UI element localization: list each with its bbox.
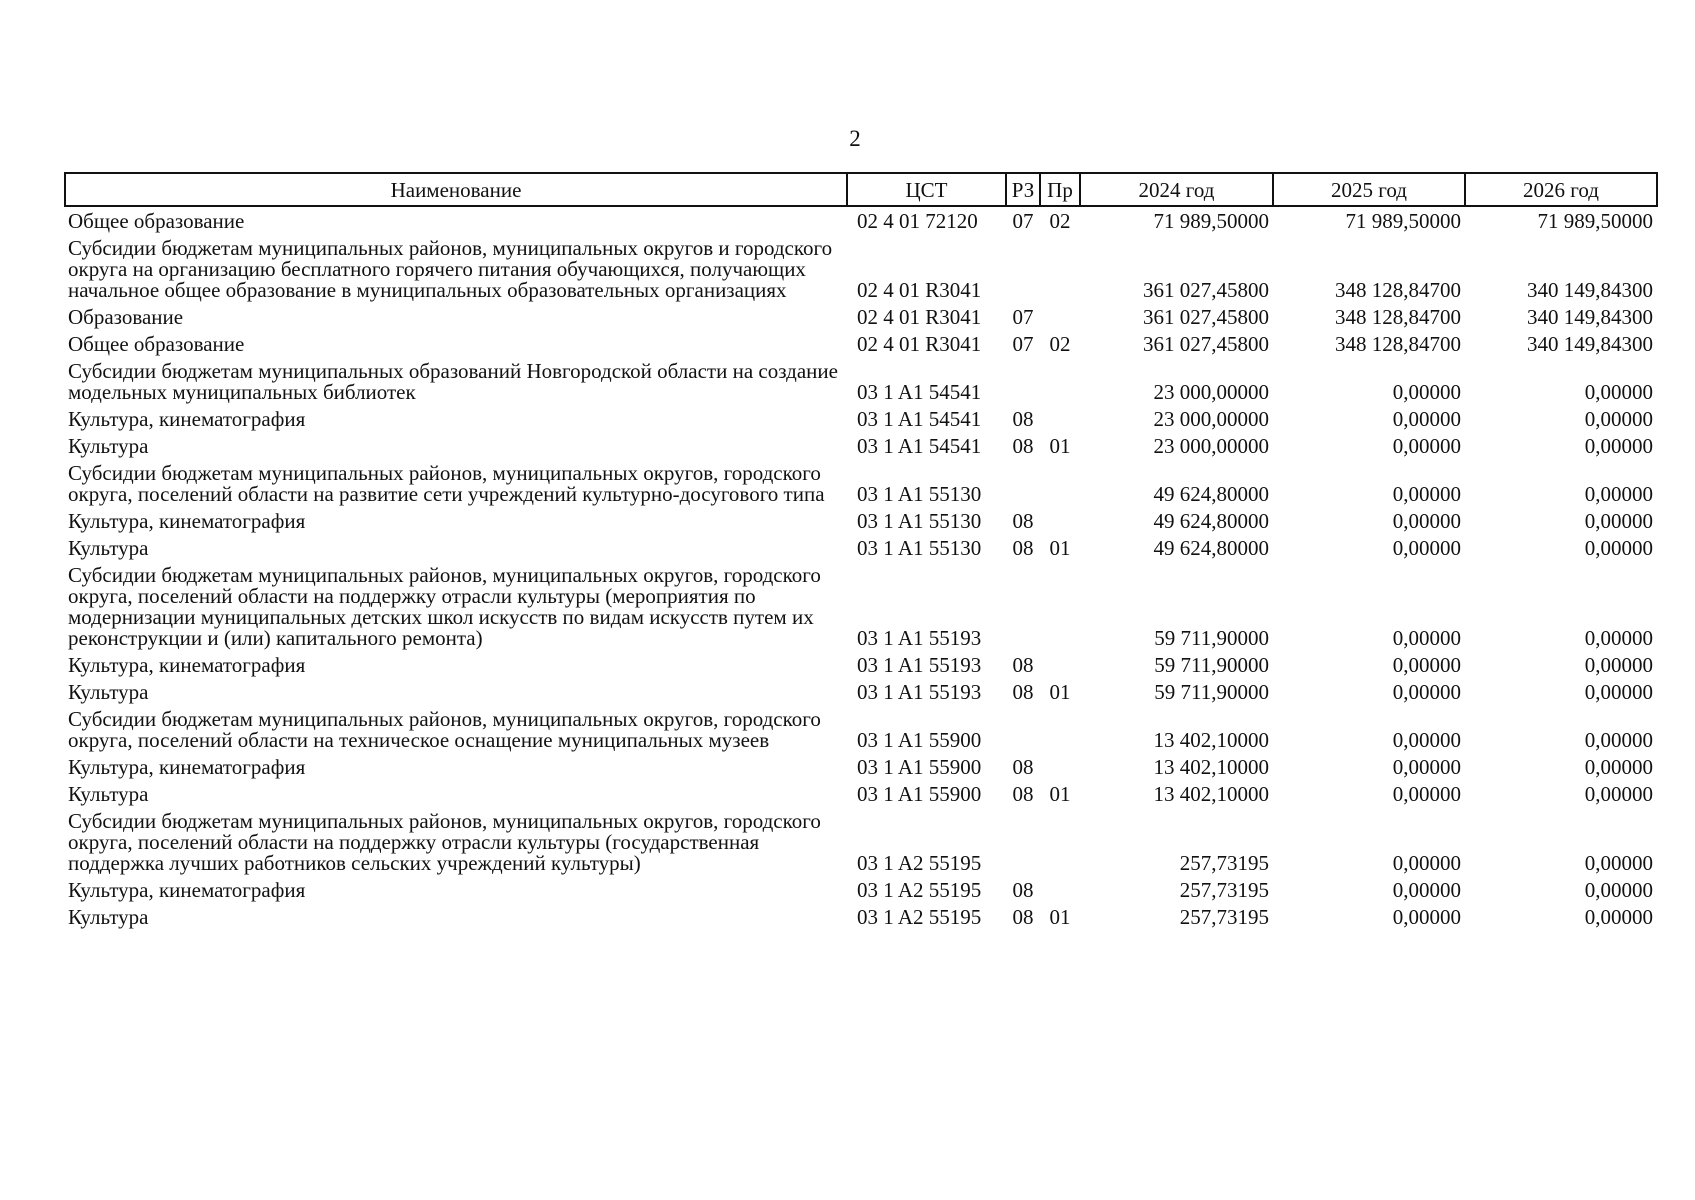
cell-2025: 0,00000: [1392, 536, 1461, 560]
cell-rz: [1006, 810, 1040, 879]
cell-2025: 0,00000: [1392, 434, 1461, 458]
cell-2025: 0,00000: [1392, 680, 1461, 704]
cell-2025: 0,00000: [1392, 653, 1461, 677]
cell-2025: 0,00000: [1392, 782, 1461, 806]
cell-cst: 03 1 A1 55130: [857, 536, 982, 560]
cell-2025: 0,00000: [1392, 407, 1461, 431]
cell-cst: 03 1 A2 55195: [857, 851, 982, 875]
cell-rz: [1006, 564, 1040, 654]
cell-rz: 08: [1012, 905, 1034, 929]
table-row: [65, 306, 1657, 333]
cell-pr: [1040, 708, 1080, 756]
cell-cst: 03 1 A2 55195: [857, 905, 982, 929]
cell-2026: 0,00000: [1584, 878, 1653, 902]
table-row: [65, 708, 1657, 756]
cell-2024: 59 711,90000: [1154, 626, 1269, 650]
cell-pr: [1040, 306, 1080, 333]
cell-2026: 340 149,84300: [1527, 278, 1653, 302]
cell-name: Культура: [68, 536, 149, 560]
cell-2025: 0,00000: [1392, 755, 1461, 779]
cell-2024: 361 027,45800: [1143, 278, 1269, 302]
cell-cst: 03 1 A1 55193: [857, 626, 982, 650]
cell-rz: 07: [1012, 332, 1034, 356]
table-row: [65, 810, 1657, 879]
table-row: [65, 564, 1657, 654]
cell-pr: [1040, 462, 1080, 510]
cell-2024: 59 711,90000: [1154, 680, 1269, 704]
cell-2024: 49 624,80000: [1153, 509, 1269, 533]
cell-name: Субсидии бюджетам муниципальных образований Новгородской области на создание модельных муниципальных библиотек: [68, 359, 838, 404]
cell-pr: [1040, 360, 1080, 408]
page-number: 2: [849, 126, 861, 151]
cell-2025: 0,00000: [1392, 380, 1461, 404]
cell-rz: [1006, 708, 1040, 756]
cell-pr: 01: [1049, 782, 1071, 806]
cell-cst: 02 4 01 R3041: [857, 305, 982, 329]
header-pr: Пр: [1040, 173, 1080, 206]
cell-2025: 71 989,50000: [1345, 209, 1461, 233]
cell-pr: 01: [1049, 680, 1071, 704]
cell-rz: 08: [1012, 755, 1034, 779]
table-row: [65, 206, 1657, 237]
cell-rz: 08: [1012, 653, 1034, 677]
header-name: Наименование: [65, 173, 847, 206]
cell-cst: 03 1 A1 54541: [857, 407, 982, 431]
cell-pr: [1040, 879, 1080, 906]
cell-name: Образование: [68, 305, 184, 329]
table-row: [65, 756, 1657, 783]
cell-2026: 0,00000: [1584, 626, 1653, 650]
cell-2026: 0,00000: [1584, 905, 1653, 929]
cell-2025: 0,00000: [1392, 482, 1461, 506]
cell-rz: 08: [1012, 878, 1034, 902]
cell-name: Культура: [68, 680, 149, 704]
table-row: [65, 435, 1657, 462]
cell-2024: 13 402,10000: [1153, 728, 1269, 752]
cell-name: Культура: [68, 434, 149, 458]
cell-cst: 03 1 A1 54541: [857, 434, 982, 458]
cell-rz: 08: [1012, 536, 1034, 560]
cell-cst: 02 4 01 R3041: [857, 278, 982, 302]
cell-2025: 348 128,84700: [1335, 332, 1461, 356]
header-rz: РЗ: [1006, 173, 1040, 206]
cell-2026: 0,00000: [1584, 407, 1653, 431]
cell-cst: 03 1 A1 55193: [857, 653, 982, 677]
cell-name: Субсидии бюджетам муниципальных районов, муниципальных округов и городского округа на организацию бесплатного горячего питания обучающихся, получающих начальное общее образование в муниципальных образовательных организациях: [68, 236, 833, 302]
cell-2025: 0,00000: [1392, 728, 1461, 752]
cell-2025: 0,00000: [1392, 626, 1461, 650]
cell-cst: 03 1 A1 55900: [857, 755, 982, 779]
cell-name: Культура, кинематография: [68, 878, 306, 902]
cell-pr: 01: [1049, 905, 1071, 929]
cell-2024: 361 027,45800: [1143, 332, 1269, 356]
cell-pr: [1040, 756, 1080, 783]
cell-2026: 0,00000: [1584, 782, 1653, 806]
table-header-row: [65, 173, 1657, 206]
table-row: [65, 408, 1657, 435]
cell-name: Субсидии бюджетам муниципальных районов, муниципальных округов, городского округа, поселений области на развитие сети учреждений культурно-досугового типа: [68, 461, 825, 506]
cell-rz: [1006, 360, 1040, 408]
cell-2024: 23 000,00000: [1153, 380, 1269, 404]
cell-2026: 0,00000: [1584, 755, 1653, 779]
cell-cst: 03 1 A1 55900: [857, 728, 982, 752]
cell-pr: [1040, 237, 1080, 306]
cell-2026: 71 989,50000: [1537, 209, 1653, 233]
cell-name: Культура, кинематография: [68, 407, 306, 431]
table-row: [65, 783, 1657, 810]
cell-rz: 08: [1012, 407, 1034, 431]
cell-rz: 08: [1012, 680, 1034, 704]
cell-rz: 08: [1012, 434, 1034, 458]
header-2026: 2026 год: [1465, 173, 1657, 206]
cell-2024: 59 711,90000: [1154, 653, 1269, 677]
cell-2025: 0,00000: [1392, 851, 1461, 875]
cell-pr: [1040, 654, 1080, 681]
cell-rz: [1006, 237, 1040, 306]
table-row: [65, 681, 1657, 708]
cell-2024: 257,73195: [1179, 878, 1269, 902]
cell-name: Культура, кинематография: [68, 653, 306, 677]
cell-pr: 01: [1049, 536, 1071, 560]
cell-name: Субсидии бюджетам муниципальных районов, муниципальных округов, городского округа, поселений области на поддержку отрасли культуры (государственная поддержка лучших работников сельских учреждений культуры): [68, 809, 821, 875]
cell-2026: 0,00000: [1584, 434, 1653, 458]
table-row: [65, 879, 1657, 906]
cell-2024: 49 624,80000: [1153, 482, 1269, 506]
cell-2025: 0,00000: [1392, 905, 1461, 929]
cell-2024: 257,73195: [1179, 905, 1269, 929]
header-2025: 2025 год: [1273, 173, 1465, 206]
cell-2026: 0,00000: [1584, 380, 1653, 404]
table-row: [65, 510, 1657, 537]
cell-name: Общее образование: [68, 332, 245, 356]
budget-table: [64, 172, 1658, 933]
cell-2025: 0,00000: [1392, 509, 1461, 533]
cell-2024: 23 000,00000: [1153, 407, 1269, 431]
cell-pr: 01: [1049, 434, 1071, 458]
cell-2026: 0,00000: [1584, 482, 1653, 506]
cell-2026: 0,00000: [1584, 653, 1653, 677]
cell-2024: 49 624,80000: [1153, 536, 1269, 560]
cell-cst: 03 1 A1 54541: [857, 380, 982, 404]
cell-cst: 03 1 A1 55193: [857, 680, 982, 704]
cell-rz: 07: [1012, 209, 1034, 233]
cell-pr: [1040, 408, 1080, 435]
cell-2026: 340 149,84300: [1527, 305, 1653, 329]
cell-cst: 03 1 A2 55195: [857, 878, 982, 902]
cell-name: Субсидии бюджетам муниципальных районов, муниципальных округов, городского округа, поселений области на техническое оснащение муниципальных музеев: [68, 707, 821, 752]
cell-2024: 13 402,10000: [1153, 755, 1269, 779]
table-row: [65, 237, 1657, 306]
table-row: [65, 462, 1657, 510]
cell-cst: 03 1 A1 55130: [857, 482, 982, 506]
table-row: [65, 906, 1657, 933]
cell-pr: [1040, 810, 1080, 879]
header-2024: 2024 год: [1080, 173, 1273, 206]
cell-2026: 0,00000: [1584, 509, 1653, 533]
cell-name: Субсидии бюджетам муниципальных районов, муниципальных округов, городского округа, поселений области на поддержку отрасли культуры (мероприятия по модернизации муниципальных детских школ искусств по видам искусств путем их реконструкции и (или) капитального ремонта): [68, 563, 821, 650]
cell-2026: 340 149,84300: [1527, 332, 1653, 356]
cell-2025: 348 128,84700: [1335, 305, 1461, 329]
cell-rz: 08: [1012, 782, 1034, 806]
cell-2024: 13 402,10000: [1153, 782, 1269, 806]
table-row: [65, 537, 1657, 564]
cell-cst: 03 1 A1 55900: [857, 782, 982, 806]
cell-2024: 257,73195: [1179, 851, 1269, 875]
cell-2025: 348 128,84700: [1335, 278, 1461, 302]
cell-name: Общее образование: [68, 209, 245, 233]
cell-rz: 07: [1012, 305, 1034, 329]
cell-name: Культура, кинематография: [68, 755, 306, 779]
cell-cst: 02 4 01 R3041: [857, 332, 982, 356]
cell-cst: 02 4 01 72120: [857, 209, 978, 233]
cell-2026: 0,00000: [1584, 851, 1653, 875]
cell-name: Культура: [68, 782, 149, 806]
cell-pr: 02: [1049, 209, 1071, 233]
table-row: [65, 360, 1657, 408]
table-row: [65, 333, 1657, 360]
cell-name: Культура: [68, 905, 149, 929]
cell-2026: 0,00000: [1584, 536, 1653, 560]
cell-pr: [1040, 510, 1080, 537]
cell-2024: 71 989,50000: [1153, 209, 1269, 233]
cell-2026: 0,00000: [1584, 680, 1653, 704]
cell-rz: [1006, 462, 1040, 510]
header-cst: ЦСТ: [847, 173, 1006, 206]
cell-name: Культура, кинематография: [68, 509, 306, 533]
cell-2025: 0,00000: [1392, 878, 1461, 902]
cell-pr: 02: [1049, 332, 1071, 356]
table-body: [65, 206, 1657, 933]
cell-2024: 361 027,45800: [1143, 305, 1269, 329]
table-row: [65, 654, 1657, 681]
cell-2026: 0,00000: [1584, 728, 1653, 752]
cell-cst: 03 1 A1 55130: [857, 509, 982, 533]
cell-2024: 23 000,00000: [1153, 434, 1269, 458]
cell-rz: 08: [1012, 509, 1034, 533]
cell-pr: [1040, 564, 1080, 654]
